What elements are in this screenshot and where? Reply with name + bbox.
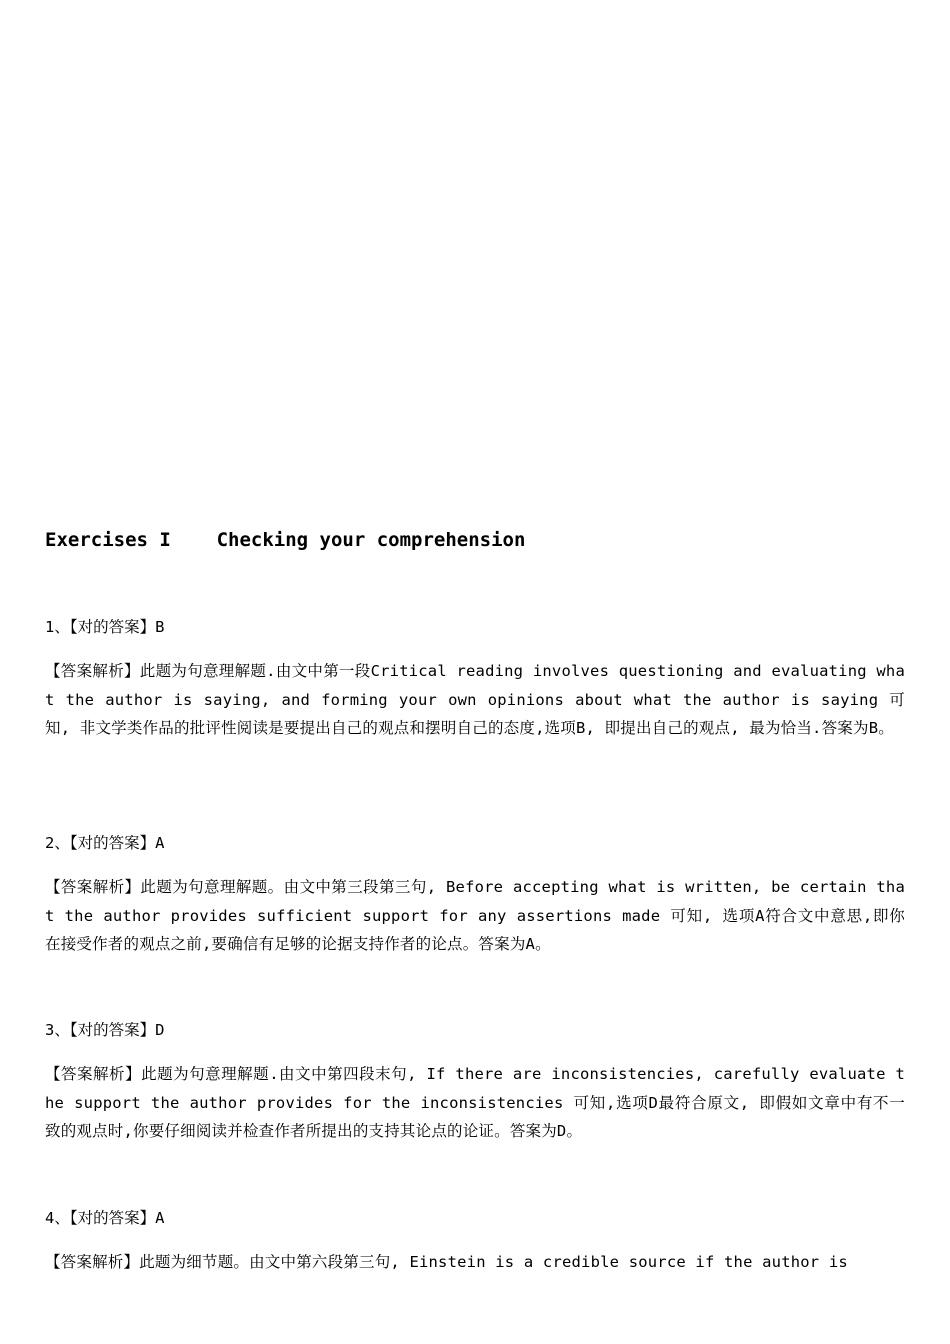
explanation-paragraph-1: 【答案解析】此题为句意理解题.由文中第一段Critical reading involves questioning and evaluating what the author is saying, and forming your own opinions about what the author is saying 可知, 非文学类作品的批评性阅读是要提出自己的观点和摆明自己的态度,选项B, 即提出自己的观点, 最为恰当.答案为B。 [45,662,905,738]
answer-line-4: 4、【对的答案】A [45,1209,165,1227]
explanation-paragraph-4: 【答案解析】此题为细节题。由文中第六段第三句, Einstein is a credible source if the author is [45,1253,848,1271]
section-heading: Exercises I Checking your comprehension [45,529,526,551]
answer-line-1: 1、【对的答案】B [45,618,165,636]
answer-line-2: 2、【对的答案】A [45,834,165,852]
explanation-paragraph-2: 【答案解析】此题为句意理解题。由文中第三段第三句, Before accepting what is written, be certain that the author provides sufficient support for any assertions made 可知, 选项A符合文中意思,即你在接受作者的观点之前,要确信有足够的论据支持作者的论点。答案为A。 [45,878,905,954]
explanation-paragraph-3: 【答案解析】此题为句意理解题.由文中第四段末句, If there are inconsistencies, carefully evaluate the support the author provides for the inconsistencies 可知,选项D最符合原文, 即假如文章中有不一致的观点时,你要仔细阅读并检查作者所提出的支持其论点的论证。答案为D。 [45,1065,905,1141]
answer-line-3: 3、【对的答案】D [45,1021,165,1039]
